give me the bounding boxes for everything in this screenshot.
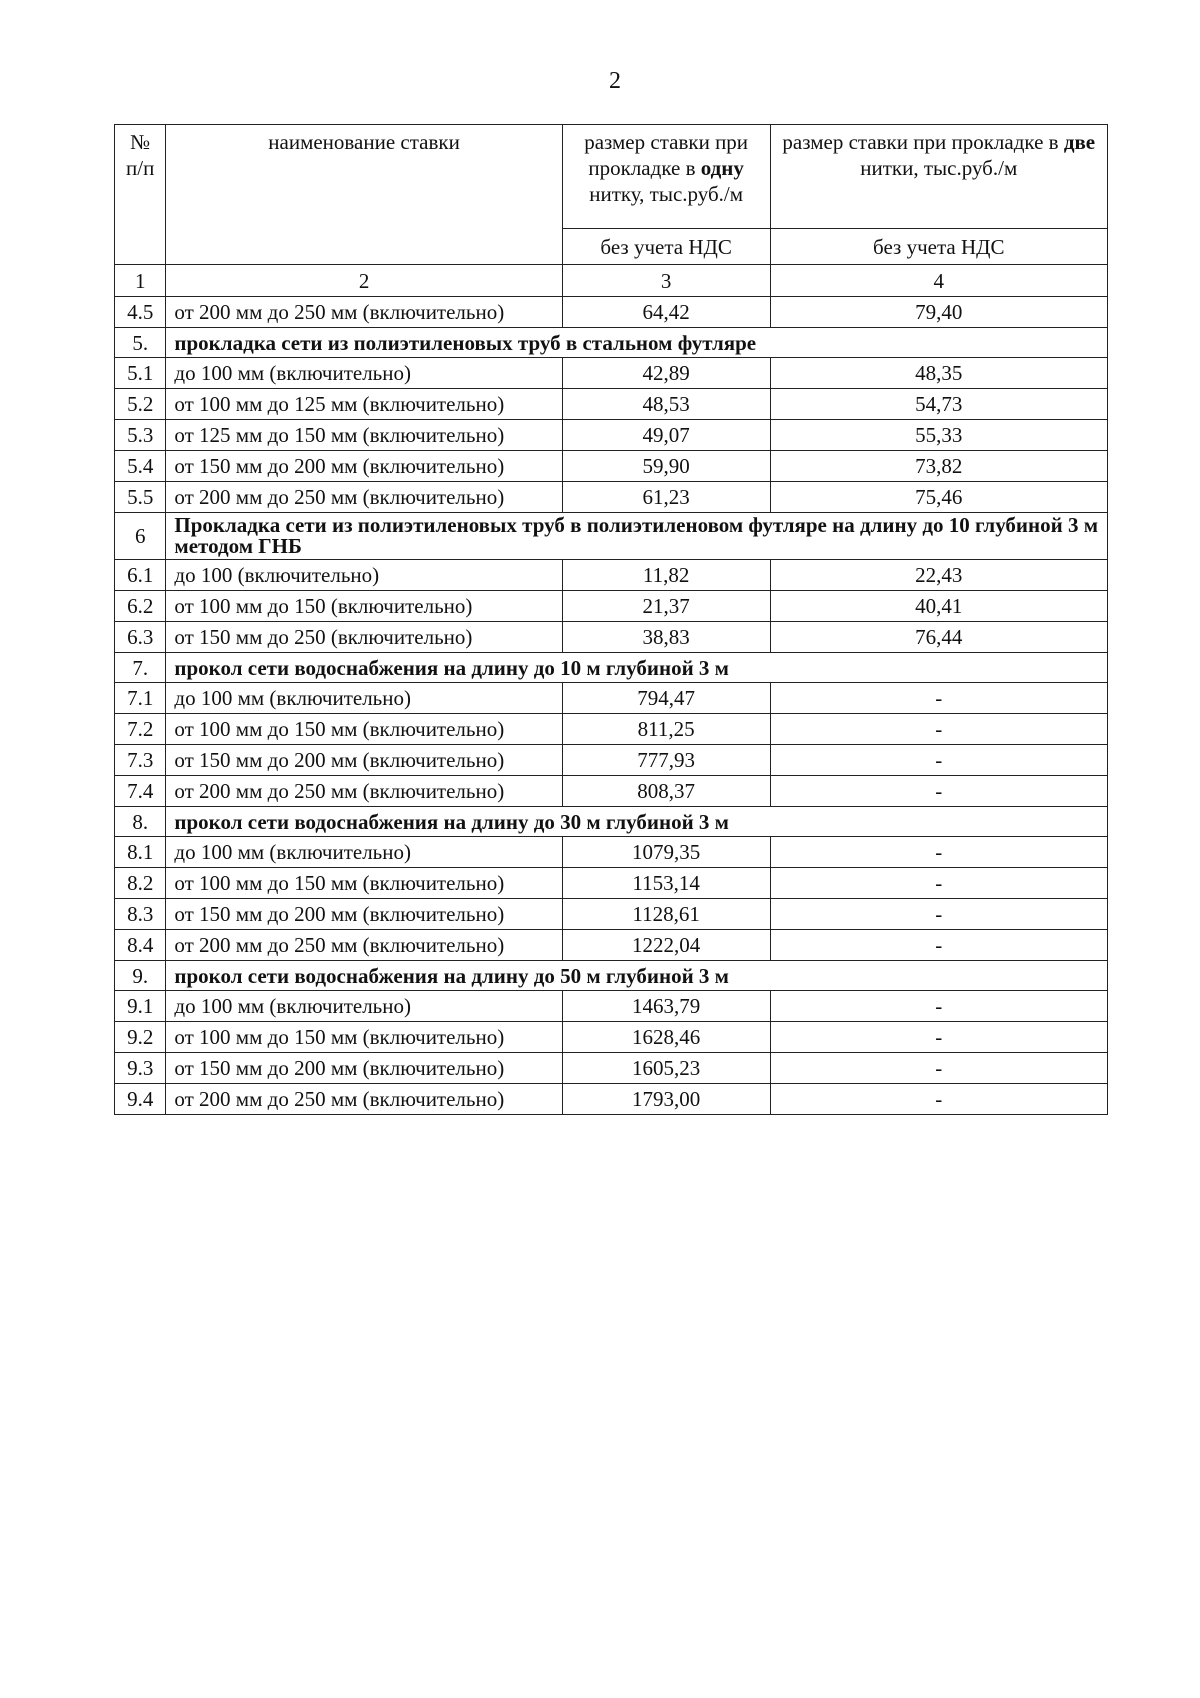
row-name: от 150 мм до 200 мм (включительно) bbox=[166, 745, 562, 776]
single-line-rate: 1153,14 bbox=[562, 868, 770, 899]
section-row bbox=[115, 961, 1108, 991]
table-row bbox=[115, 930, 1108, 961]
single-line-rate: 1628,46 bbox=[562, 1022, 770, 1053]
table-row bbox=[115, 899, 1108, 930]
row-name: до 100 мм (включительно) bbox=[166, 991, 562, 1022]
row-number: 6.2 bbox=[115, 591, 166, 622]
row-number: 8.1 bbox=[115, 837, 166, 868]
double-line-rate: - bbox=[770, 776, 1107, 807]
section-number: 8. bbox=[115, 807, 166, 837]
row-number: 9.2 bbox=[115, 1022, 166, 1053]
single-line-rate: 11,82 bbox=[562, 560, 770, 591]
row-name: от 200 мм до 250 мм (включительно) bbox=[166, 297, 562, 328]
section-number: 9. bbox=[115, 961, 166, 991]
section-row bbox=[115, 513, 1108, 560]
column-number: 4 bbox=[770, 265, 1107, 297]
row-name: от 100 мм до 150 (включительно) bbox=[166, 591, 562, 622]
single-line-rate: 808,37 bbox=[562, 776, 770, 807]
section-row bbox=[115, 653, 1108, 683]
row-number: 5.2 bbox=[115, 389, 166, 420]
header-single-line-rate: размер ставки при прокладке в одну нитку, тыс.руб./м bbox=[562, 125, 770, 229]
row-name: от 150 мм до 200 мм (включительно) bbox=[166, 899, 562, 930]
row-name: от 200 мм до 250 мм (включительно) bbox=[166, 482, 562, 513]
column-number: 1 bbox=[115, 265, 166, 297]
single-line-rate: 59,90 bbox=[562, 451, 770, 482]
single-line-rate: 42,89 bbox=[562, 358, 770, 389]
single-line-rate: 1463,79 bbox=[562, 991, 770, 1022]
header-number: № п/п bbox=[115, 125, 166, 265]
table-row bbox=[115, 297, 1108, 328]
single-line-rate: 777,93 bbox=[562, 745, 770, 776]
row-name: до 100 (включительно) bbox=[166, 560, 562, 591]
table-header-row bbox=[115, 125, 1108, 229]
double-line-rate: - bbox=[770, 1022, 1107, 1053]
row-name: от 100 мм до 125 мм (включительно) bbox=[166, 389, 562, 420]
row-number: 7.3 bbox=[115, 745, 166, 776]
row-number: 7.2 bbox=[115, 714, 166, 745]
row-name: от 150 мм до 250 (включительно) bbox=[166, 622, 562, 653]
table-row bbox=[115, 1084, 1108, 1115]
double-line-rate: 76,44 bbox=[770, 622, 1107, 653]
double-line-rate: - bbox=[770, 683, 1107, 714]
table-row bbox=[115, 420, 1108, 451]
row-name: до 100 мм (включительно) bbox=[166, 358, 562, 389]
row-number: 5.3 bbox=[115, 420, 166, 451]
column-number-row bbox=[115, 265, 1108, 297]
header-rate-name: наименование ставки bbox=[166, 125, 562, 265]
row-number: 5.1 bbox=[115, 358, 166, 389]
section-row bbox=[115, 328, 1108, 358]
double-line-rate: - bbox=[770, 899, 1107, 930]
double-line-rate: 22,43 bbox=[770, 560, 1107, 591]
page-number: 2 bbox=[609, 68, 621, 94]
single-line-rate: 48,53 bbox=[562, 389, 770, 420]
table-row bbox=[115, 389, 1108, 420]
row-number: 5.4 bbox=[115, 451, 166, 482]
single-line-rate: 21,37 bbox=[562, 591, 770, 622]
table-row bbox=[115, 837, 1108, 868]
rates-table bbox=[114, 124, 1108, 1115]
section-title: прокладка сети из полиэтиленовых труб в стальном футляре bbox=[166, 328, 1108, 358]
table-row bbox=[115, 482, 1108, 513]
header-double-vat-note: без учета НДС bbox=[770, 229, 1107, 265]
header-single-vat-note: без учета НДС bbox=[562, 229, 770, 265]
table-row bbox=[115, 560, 1108, 591]
row-name: до 100 мм (включительно) bbox=[166, 683, 562, 714]
table-row bbox=[115, 1022, 1108, 1053]
table-row bbox=[115, 683, 1108, 714]
table-row bbox=[115, 622, 1108, 653]
row-number: 8.3 bbox=[115, 899, 166, 930]
double-line-rate: - bbox=[770, 1053, 1107, 1084]
single-line-rate: 1128,61 bbox=[562, 899, 770, 930]
double-line-rate: - bbox=[770, 837, 1107, 868]
section-title: прокол сети водоснабжения на длину до 30 м глубиной 3 м bbox=[166, 807, 1108, 837]
double-line-rate: 73,82 bbox=[770, 451, 1107, 482]
column-number: 2 bbox=[166, 265, 562, 297]
table-row bbox=[115, 451, 1108, 482]
section-number: 7. bbox=[115, 653, 166, 683]
section-title: прокол сети водоснабжения на длину до 10 м глубиной 3 м bbox=[166, 653, 1108, 683]
double-line-rate: - bbox=[770, 868, 1107, 899]
header-double-line-rate: размер ставки при прокладке в две нитки, тыс.руб./м bbox=[770, 125, 1107, 229]
section-title: Прокладка сети из полиэтиленовых труб в полиэтиленовом футляре на длину до 10 глубиной 3 м методом ГНБ bbox=[166, 513, 1108, 560]
row-name: от 100 мм до 150 мм (включительно) bbox=[166, 714, 562, 745]
table-row bbox=[115, 714, 1108, 745]
row-number: 7.4 bbox=[115, 776, 166, 807]
double-line-rate: 75,46 bbox=[770, 482, 1107, 513]
row-number: 8.2 bbox=[115, 868, 166, 899]
section-row bbox=[115, 807, 1108, 837]
table-row bbox=[115, 1053, 1108, 1084]
row-name: от 200 мм до 250 мм (включительно) bbox=[166, 776, 562, 807]
double-line-rate: 48,35 bbox=[770, 358, 1107, 389]
section-number: 6 bbox=[115, 513, 166, 560]
table-row bbox=[115, 745, 1108, 776]
table-row bbox=[115, 591, 1108, 622]
double-line-rate: - bbox=[770, 1084, 1107, 1115]
single-line-rate: 811,25 bbox=[562, 714, 770, 745]
double-line-rate: - bbox=[770, 930, 1107, 961]
table-row bbox=[115, 358, 1108, 389]
row-number: 6.3 bbox=[115, 622, 166, 653]
single-line-rate: 64,42 bbox=[562, 297, 770, 328]
row-name: от 100 мм до 150 мм (включительно) bbox=[166, 868, 562, 899]
row-number: 9.4 bbox=[115, 1084, 166, 1115]
row-number: 9.3 bbox=[115, 1053, 166, 1084]
double-line-rate: 54,73 bbox=[770, 389, 1107, 420]
row-number: 9.1 bbox=[115, 991, 166, 1022]
double-line-rate: 79,40 bbox=[770, 297, 1107, 328]
table-row bbox=[115, 991, 1108, 1022]
row-number: 4.5 bbox=[115, 297, 166, 328]
section-number: 5. bbox=[115, 328, 166, 358]
single-line-rate: 1605,23 bbox=[562, 1053, 770, 1084]
single-line-rate: 1222,04 bbox=[562, 930, 770, 961]
single-line-rate: 38,83 bbox=[562, 622, 770, 653]
row-number: 7.1 bbox=[115, 683, 166, 714]
row-name: от 150 мм до 200 мм (включительно) bbox=[166, 1053, 562, 1084]
row-name: до 100 мм (включительно) bbox=[166, 837, 562, 868]
double-line-rate: - bbox=[770, 991, 1107, 1022]
double-line-rate: 55,33 bbox=[770, 420, 1107, 451]
double-line-rate: 40,41 bbox=[770, 591, 1107, 622]
row-number: 8.4 bbox=[115, 930, 166, 961]
row-name: от 150 мм до 200 мм (включительно) bbox=[166, 451, 562, 482]
single-line-rate: 1793,00 bbox=[562, 1084, 770, 1115]
row-number: 6.1 bbox=[115, 560, 166, 591]
row-number: 5.5 bbox=[115, 482, 166, 513]
single-line-rate: 1079,35 bbox=[562, 837, 770, 868]
double-line-rate: - bbox=[770, 714, 1107, 745]
double-line-rate: - bbox=[770, 745, 1107, 776]
row-name: от 200 мм до 250 мм (включительно) bbox=[166, 930, 562, 961]
single-line-rate: 49,07 bbox=[562, 420, 770, 451]
table-row bbox=[115, 868, 1108, 899]
row-name: от 100 мм до 150 мм (включительно) bbox=[166, 1022, 562, 1053]
table-row bbox=[115, 776, 1108, 807]
row-name: от 125 мм до 150 мм (включительно) bbox=[166, 420, 562, 451]
column-number: 3 bbox=[562, 265, 770, 297]
section-title: прокол сети водоснабжения на длину до 50 м глубиной 3 м bbox=[166, 961, 1108, 991]
single-line-rate: 61,23 bbox=[562, 482, 770, 513]
row-name: от 200 мм до 250 мм (включительно) bbox=[166, 1084, 562, 1115]
single-line-rate: 794,47 bbox=[562, 683, 770, 714]
